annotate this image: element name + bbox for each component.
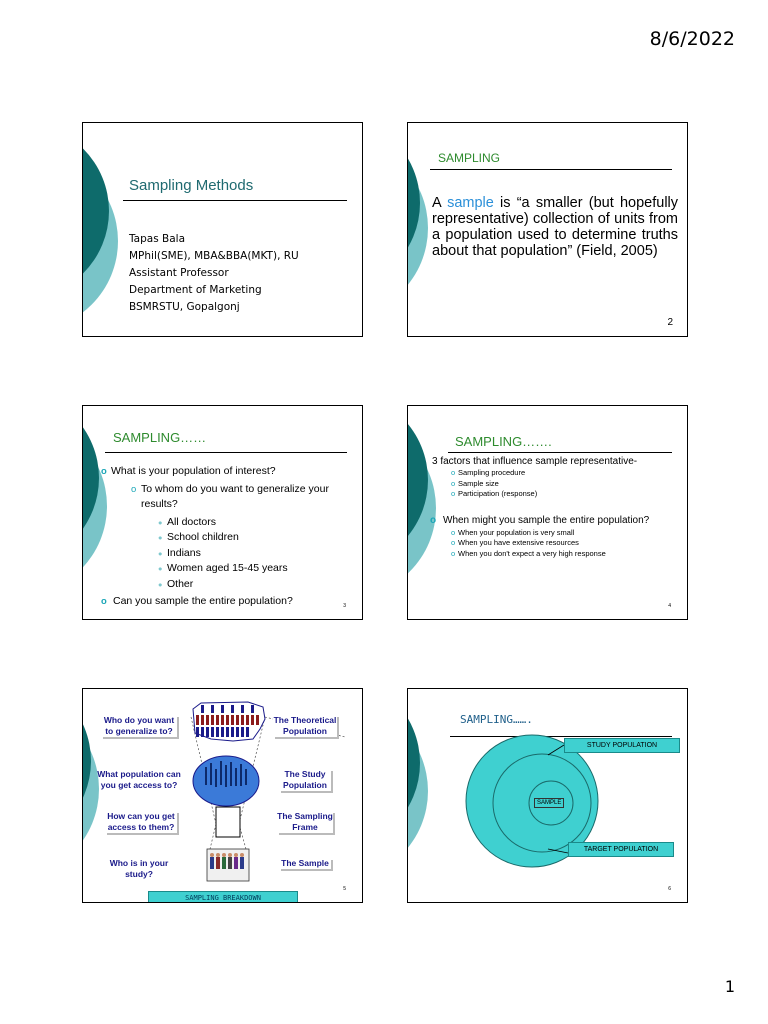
sample-group-graphic [207, 849, 249, 881]
slide-title: SAMPLING…… [113, 430, 207, 445]
crowd-graphic [193, 756, 259, 806]
question-sample: Who is in your study? [109, 858, 169, 879]
author-block [129, 231, 299, 316]
slide-body [101, 464, 353, 610]
population-venn-diagram [408, 689, 687, 902]
level-frame: The Sampling Frame [277, 811, 333, 832]
example-item: ● School children [101, 530, 353, 546]
target-population-label: TARGET POPULATION [568, 842, 674, 857]
study-population-label: STUDY POPULATION [564, 738, 680, 753]
slide-5 [82, 688, 363, 903]
slide-title: SAMPLING……. [460, 713, 533, 726]
answer-item: o When your population is very small [428, 528, 684, 539]
example-item: ● Indians [101, 546, 353, 562]
factor-item: o Sample size [428, 479, 684, 490]
sample-definition [432, 195, 678, 259]
page-number: 1 [724, 977, 735, 996]
bullet-question: o What is your population of interest? [101, 464, 353, 480]
sub-bullet: o To whom do you want to generalize your results? [101, 482, 353, 513]
answer-item: o When you have extensive resources [428, 538, 684, 549]
slide-number: 6 [668, 886, 671, 892]
level-theoretical: The Theoretical Population [273, 715, 337, 736]
title-rule [448, 452, 672, 453]
question-study: What population can you get access to? [97, 769, 181, 790]
slide-3 [82, 405, 363, 620]
slide-number: 3 [343, 603, 346, 609]
factor-item: o Participation (response) [428, 489, 684, 500]
example-item: ● Other [101, 577, 353, 593]
example-item: ● All doctors [101, 515, 353, 531]
author-line: Tapas Bala [129, 233, 186, 245]
usa-map-graphic [193, 702, 265, 741]
author-line: Department of Marketing [129, 284, 262, 296]
slide-body [428, 455, 684, 559]
slide-number: 4 [668, 603, 671, 609]
question-theoretical: Who do you want to generalize to? [101, 715, 177, 737]
slide-number: 2 [667, 317, 673, 328]
factor-item: o Sampling procedure [428, 468, 684, 479]
question: o When might you sample the entire population? [428, 514, 684, 528]
author-line: MPhil(SME), MBA&BBA(MKT), RU [129, 250, 299, 262]
factors-heading: 3 factors that influence sample representative- [432, 456, 638, 467]
author-line: Assistant Professor [129, 267, 229, 279]
quote-post: is “a smaller (but hopefully representative) collection of units from a population used to determine truths about that population” (Field, 2005) [432, 195, 679, 259]
slide-number: 5 [343, 886, 346, 892]
header-date: 8/6/2022 [649, 28, 735, 50]
slide-title: SAMPLING……. [455, 434, 552, 449]
slide-6 [407, 688, 688, 903]
slide-2 [407, 122, 688, 337]
question-frame: How can you get access to them? [105, 811, 177, 833]
title-rule [430, 169, 672, 170]
level-study: The Study Population [279, 769, 331, 791]
sample-label: SAMPLE [534, 798, 564, 808]
diagram-caption: SAMPLING BREAKDOWN [148, 891, 298, 903]
bullet-question: o Can you sample the entire population? [101, 594, 353, 610]
answer-item: o When you don't expect a very high response [428, 549, 684, 560]
author-line: BSMRSTU, Gopalgonj [129, 301, 240, 313]
quote-highlight: sample [447, 195, 494, 211]
title-rule [123, 200, 347, 201]
sampling-frame-graphic [216, 807, 240, 837]
example-item: ● Women aged 15-45 years [101, 561, 353, 577]
slide-title: Sampling Methods [129, 177, 254, 194]
level-sample: The Sample [279, 858, 331, 869]
slide-4 [407, 405, 688, 620]
quote-pre: A [432, 195, 448, 211]
slide-title: SAMPLING [438, 151, 501, 165]
title-rule [105, 452, 347, 453]
slide-1 [82, 122, 363, 337]
